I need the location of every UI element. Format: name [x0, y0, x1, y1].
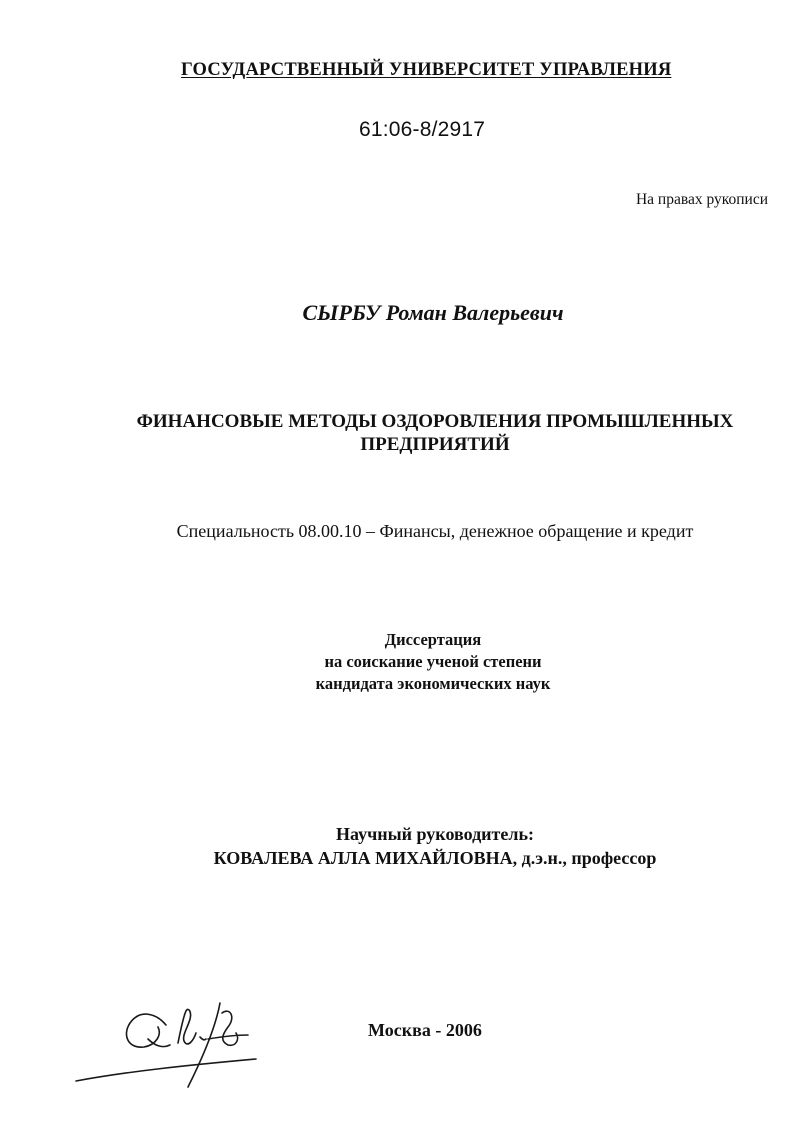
university-name: ГОСУДАРСТВЕННЫЙ УНИВЕРСИТЕТ УПРАВЛЕНИЯ: [181, 60, 672, 80]
degree-line-3: кандидата экономических наук: [315, 674, 551, 693]
supervisor-name: КОВАЛЕВА АЛЛА МИХАЙЛОВНА,: [213, 848, 518, 868]
supervisor-label: Научный руководитель:: [336, 824, 534, 844]
handwritten-signature: [70, 995, 290, 1095]
rights-note: На правах рукописи: [635, 191, 768, 208]
author-name: СЫРБУ Роман Валерьевич: [302, 300, 564, 325]
thesis-title-line-1: ФИНАНСОВЫЕ МЕТОДЫ ОЗДОРОВЛЕНИЯ ПРОМЫШЛЕННЫХ: [136, 411, 734, 432]
supervisor-line: [150, 846, 720, 870]
catalog-code: 61:06-8/2917: [359, 118, 486, 141]
supervisor-block: [150, 822, 720, 870]
supervisor-credentials: д.э.н., профессор: [517, 848, 657, 868]
degree-line-2: на соискание ученой степени: [324, 652, 542, 671]
thesis-title-line-2: ПРЕДПРИЯТИЙ: [360, 434, 510, 455]
thesis-title: [120, 410, 750, 456]
city-year: Москва - 2006: [368, 1020, 482, 1040]
specialty: Специальность 08.00.10 – Финансы, денежное обращение и кредит: [176, 521, 694, 541]
degree-block: [233, 629, 633, 695]
degree-line-1: Диссертация: [384, 630, 482, 649]
